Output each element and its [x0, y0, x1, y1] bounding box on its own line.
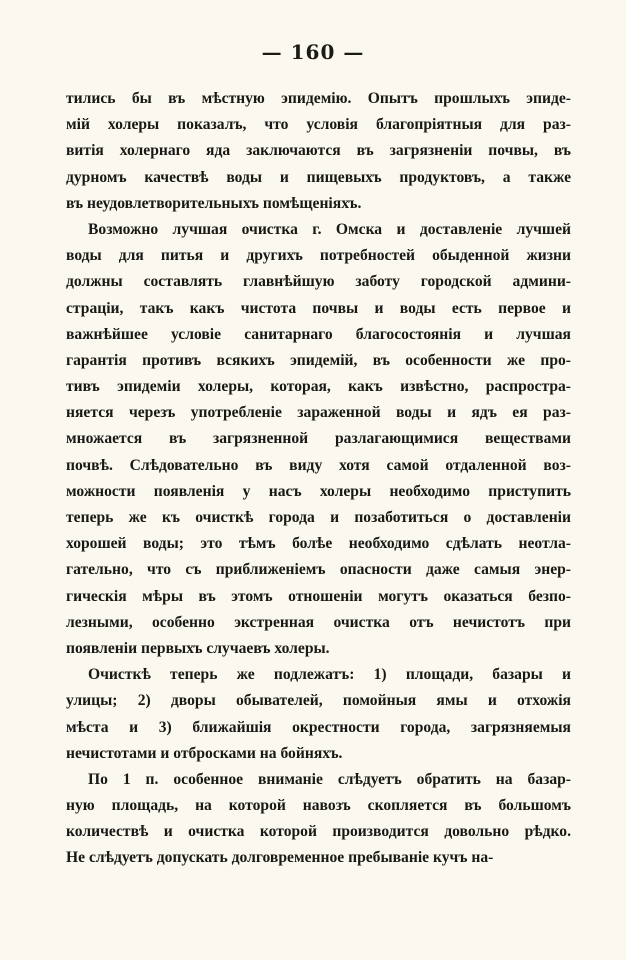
text-line: тились бы въ мѣстную эпидемію. Опытъ прошлыхъ эпиде-	[66, 90, 571, 107]
paragraph	[66, 662, 571, 767]
text-line: гательно, что съ приближеніемъ опасности даже самыя энер-	[66, 561, 571, 579]
text-line: тивъ эпидеміи холеры, которая, какъ извѣстно, распростра-	[66, 378, 571, 396]
text-line: мѣста и 3) ближайшія окрестности города, загрязняемыя	[66, 718, 571, 736]
text-line: должны составлять главнѣйшую заботу городской админи-	[66, 273, 571, 291]
body-text	[66, 86, 571, 872]
paragraph	[66, 86, 571, 217]
paragraph	[66, 767, 571, 872]
text-line: дурномъ качествѣ воды и пищевыхъ продуктовъ, а также	[66, 168, 571, 186]
text-line: Возможно лучшая очистка г. Омска и доставленіе лучшей	[88, 220, 571, 238]
text-line: важнѣйшее условіе санитарнаго благосостоянія и лучшая	[66, 325, 571, 343]
text-line: воды для питья и другихъ потребностей обыденной жизни	[66, 247, 571, 265]
text-line: мій холеры показалъ, что условія благопріятныя для раз-	[66, 116, 571, 134]
text-line: Не слѣдуетъ допускать долговременное пребываніе кучъ на-	[66, 849, 494, 867]
text-line: ную площадь, на которой навозъ скопляется въ большомъ	[66, 797, 571, 815]
text-line: няется черезъ употребленіе зараженной воды и ядъ ея раз-	[66, 404, 571, 422]
text-line: лезными, особенно экстренная очистка отъ нечистотъ при	[66, 613, 571, 631]
text-line: нечистотами и отбросками на бойняхъ.	[66, 744, 343, 762]
text-line: теперь же къ очисткѣ города и позаботиться о доставленіи	[66, 509, 571, 526]
text-line: гарантія противъ всякихъ эпидемій, въ особенности же про-	[66, 351, 571, 369]
text-line: появленіи первыхъ случаевъ холеры.	[66, 639, 330, 657]
text-line: Очисткѣ теперь же подлежатъ: 1) площади, базары и	[88, 666, 571, 684]
text-line: почвѣ. Слѣдовательно въ виду хотя самой отдаленной воз-	[66, 456, 571, 474]
text-line: можности появленія у насъ холеры необходимо приступить	[66, 482, 571, 500]
paragraph	[66, 217, 571, 662]
text-line: множается въ загрязненной разлагающимися веществами	[66, 430, 571, 448]
text-line: въ неудовлетворительныхъ помѣщеніяхъ.	[66, 194, 362, 212]
text-line: страціи, такъ какъ чистота почвы и воды есть первое и	[66, 299, 571, 317]
text-line: По 1 п. особенное вниманіе слѣдуетъ обратить на базар-	[88, 770, 571, 788]
page-number: — 160 —	[261, 40, 365, 64]
text-line: улицы; 2) дворы обывателей, помойныя ямы и отхожія	[66, 692, 571, 710]
text-line: витія холернаго яда заключаются въ загрязненіи почвы, въ	[66, 142, 571, 160]
text-line: хорошей воды; это тѣмъ болѣе необходимо сдѣлать неотла-	[66, 535, 571, 553]
text-line: гическія мѣры въ этомъ отношеніи могутъ оказаться безпо-	[66, 587, 571, 605]
text-line: количествѣ и очистка которой производится довольно рѣдко.	[66, 823, 571, 841]
